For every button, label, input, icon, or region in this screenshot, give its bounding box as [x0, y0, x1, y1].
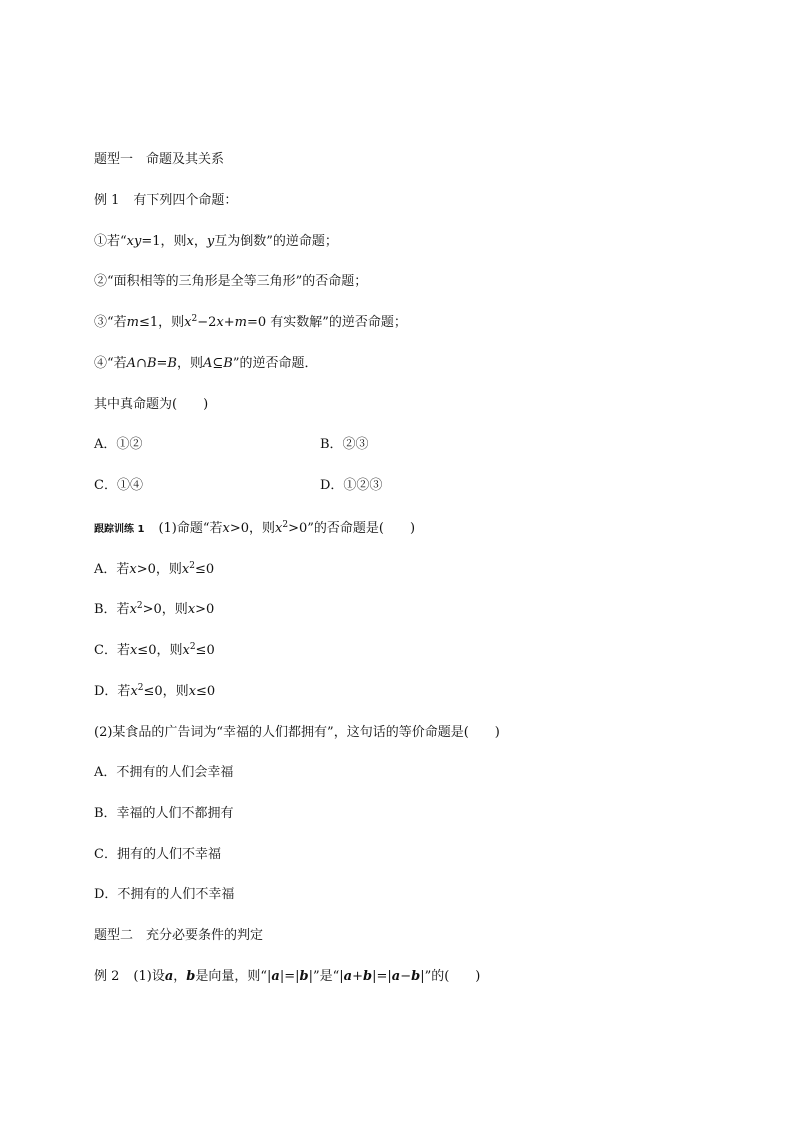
example1-option-a: A．①②	[94, 437, 143, 452]
practice1-q1-option-a: A．若x>0，则$x^2\le 0$	[94, 561, 215, 577]
example1-stem: 例 1 有下列四个命题：	[94, 193, 238, 208]
practice1-q1-option-b: B．若$x^2>0$，则x>0	[94, 601, 215, 617]
proposition-3: ③“若m≤1，则$x^2-2x+m=0$ 有实数解”的逆否命题；	[94, 314, 407, 330]
practice1-tag: 跟踪训练 1	[94, 524, 145, 535]
example1-question: 其中真命题为( )	[94, 397, 209, 412]
proposition-2: ②“面积相等的三角形是全等三角形”的否命题；	[94, 274, 368, 289]
practice1-q1: 跟踪训练 1 (1)命题“若x>0，则$x^2>0$”的否命题是( )	[94, 520, 416, 536]
practice1-q2: (2)某食品的广告词为“幸福的人们都拥有”，这句话的等价命题是( )	[94, 725, 500, 740]
practice1-q1-option-d: D．若$x^2\le 0$，则x≤0	[94, 683, 216, 699]
practice1-q2-option-b: B．幸福的人们不都拥有	[94, 806, 234, 821]
example1-option-d: D．①②③	[320, 478, 383, 493]
practice1-q2-option-c: C．拥有的人们不幸福	[94, 847, 221, 862]
practice1-q1-option-c: C．若x≤0，则$x^2\le 0$	[94, 642, 215, 658]
section1-title: 题型一 命题及其关系	[94, 152, 225, 167]
example1-label: 例 1	[94, 193, 120, 208]
proposition-4: ④“若A∩B=B，则A⊆B”的逆否命题．	[94, 356, 318, 371]
proposition-1: ①若“xy=1，则x，y互为倒数”的逆命题；	[94, 234, 338, 249]
section2-title: 题型二 充分必要条件的判定	[94, 928, 264, 943]
practice1-q2-option-d: D．不拥有的人们不幸福	[94, 887, 235, 902]
example1-option-c: C．①④	[94, 478, 143, 493]
example1-option-b: B．②③	[320, 437, 369, 452]
example2-q1: 例 2 (1)设a，b是向量，则“|a|=|b|”是“|a+b|=|a−b|”的( )	[94, 969, 481, 984]
practice1-q2-option-a: A．不拥有的人们会幸福	[94, 765, 234, 780]
example2-label: 例 2	[94, 969, 120, 984]
